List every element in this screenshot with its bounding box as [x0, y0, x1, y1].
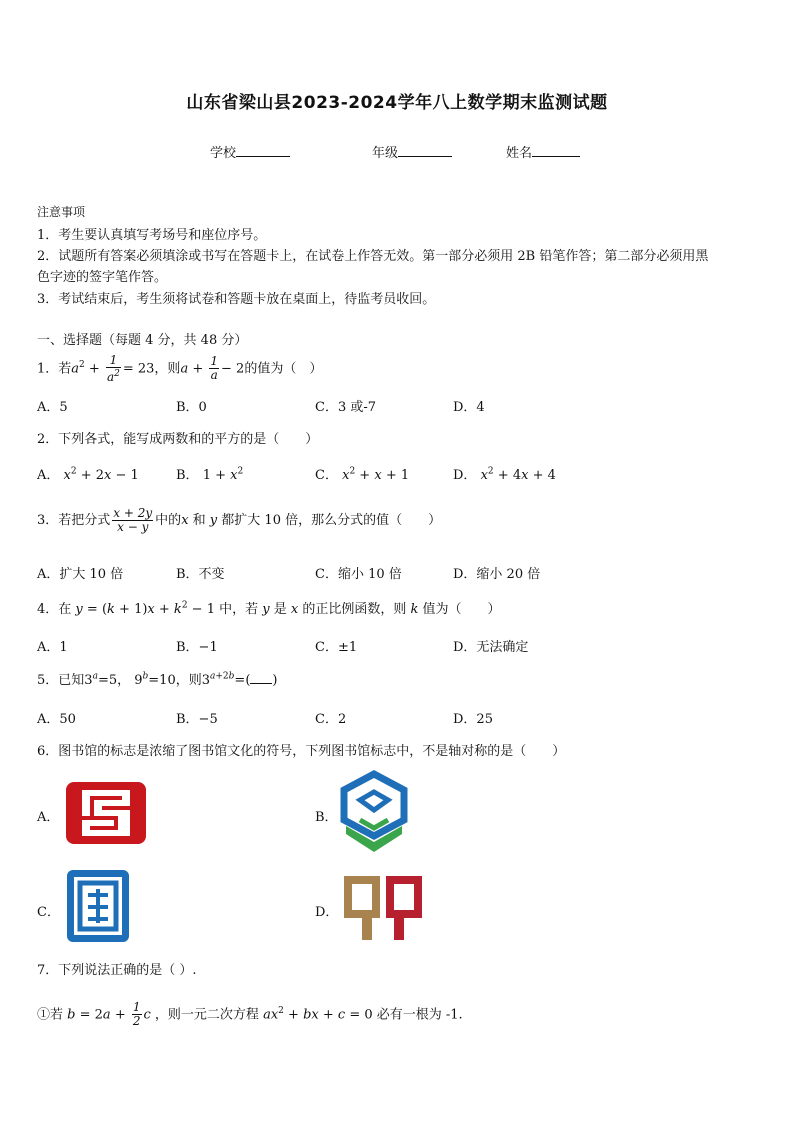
- q1-option-d[interactable]: D．4: [453, 400, 485, 415]
- page-title: 山东省梁山县2023-2024学年八上数学期末监测试题: [186, 93, 608, 113]
- q4-option-c[interactable]: C．±1: [315, 640, 358, 655]
- question-2: 2．下列各式，能写成两数和的平方的是（ ）: [37, 432, 319, 447]
- q2-option-a[interactable]: A． $x^2 + 2x - 1$: [37, 466, 139, 483]
- question-3: 3．若把分式 $\frac{x + 2y}{x - y}$ 中的x 和 y 都扩大 10 倍，那么分式的值（ ）: [37, 506, 442, 534]
- notice-item-1: 1．考生要认真填写考场号和座位序号。: [37, 228, 267, 243]
- q5-option-c[interactable]: C．2: [315, 712, 347, 727]
- q1-option-a[interactable]: A．5: [37, 400, 68, 415]
- library-logo-b-icon[interactable]: [338, 770, 410, 858]
- q3-option-a[interactable]: A．扩大 10 倍: [37, 567, 124, 582]
- q1-option-c[interactable]: C．3 或-7: [315, 400, 377, 415]
- section-heading: 一、选择题（每题 4 分，共 48 分）: [37, 333, 248, 348]
- question-5: 5．已知$3^a=5$， $9^b=10$，则$3^{a+2b}=$( ): [37, 671, 278, 688]
- q6-option-c-label[interactable]: C．: [37, 905, 60, 920]
- q5-option-d[interactable]: D．25: [453, 712, 493, 727]
- question-6: 6．图书馆的标志是浓缩了图书馆文化的符号，下列图书馆标志中，不是轴对称的是（ ）: [37, 744, 566, 759]
- q4-option-d[interactable]: D．无法确定: [453, 640, 529, 655]
- library-logo-d-icon[interactable]: [338, 868, 428, 944]
- q6-option-a-label[interactable]: A．: [37, 810, 60, 825]
- q2-option-d[interactable]: D． $x^2 + 4x + 4$: [453, 466, 556, 483]
- grade-field[interactable]: 年级: [372, 142, 452, 161]
- notice-item-2-cont: 色字迹的签字笔作答。: [37, 270, 168, 285]
- q3-option-d[interactable]: D．缩小 20 倍: [453, 567, 541, 582]
- library-logo-c-icon[interactable]: [64, 867, 132, 945]
- q1-option-b[interactable]: B．0: [176, 400, 207, 415]
- q2-option-c[interactable]: C． $x^2 + x + 1$: [315, 466, 410, 483]
- q2-option-b[interactable]: B． $1 + x^2$: [176, 466, 244, 483]
- q4-option-a[interactable]: A．1: [37, 640, 68, 655]
- question-4: 4．在 $y = (k + 1)x + k^2 - 1$ 中，若 y 是 x 的正比例函数，则 k 值为（ ）: [37, 600, 501, 617]
- school-field[interactable]: 学校: [210, 142, 290, 161]
- question-7: 7．下列说法正确的是（ ）.: [37, 963, 197, 978]
- q6-option-b-label[interactable]: B．: [315, 810, 338, 825]
- notice-item-3: 3．考试结束后，考生须将试卷和答题卡放在桌面上，待监考员收回。: [37, 292, 436, 307]
- q5-option-b[interactable]: B．−5: [176, 712, 218, 727]
- q5-option-a[interactable]: A．50: [37, 712, 76, 727]
- library-logo-a-icon[interactable]: [62, 776, 150, 848]
- q7-statement-1: ①若 b = 2a + $\frac{1}{2}$ c ，则一元二次方程 $ax^2$ + bx + c = 0 必有一根为 -1.: [37, 1000, 463, 1029]
- question-1: 1．若$a^2$ + $\frac{1}{a^2}$ = 23，则a + $\frac{1}{a}$ − 2的值为（ ）: [37, 352, 323, 384]
- name-field[interactable]: 姓名: [506, 142, 580, 161]
- q3-option-c[interactable]: C．缩小 10 倍: [315, 567, 402, 582]
- notice-heading: 注意事项: [37, 205, 86, 219]
- notice-item-2: 2．试题所有答案必须填涂或书写在答题卡上，在试卷上作答无效。第一部分必须用 2B 铅笔作答；第二部分必须用黑: [37, 249, 709, 264]
- q3-option-b[interactable]: B．不变: [176, 567, 225, 582]
- q4-option-b[interactable]: B．−1: [176, 640, 218, 655]
- q6-option-d-label[interactable]: D．: [315, 905, 339, 920]
